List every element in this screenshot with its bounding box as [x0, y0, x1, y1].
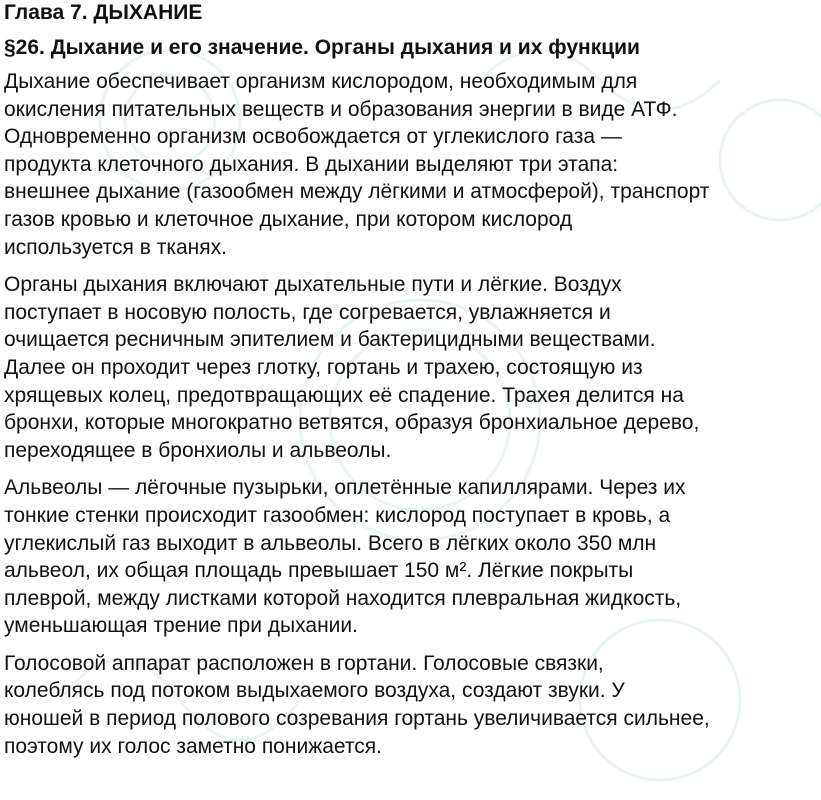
text-line: Альвеолы — лёгочные пузырьки, оплетённые капиллярами. Через их — [4, 476, 686, 500]
text-line: плеврой, между листками которой находится плевральная жидкость, — [4, 586, 682, 610]
text-line: переходящее в бронхиолы и альвеолы. — [4, 438, 392, 462]
text-line: хрящевых колец, предотвращающих её спадение. Трахея делится на — [4, 383, 684, 407]
text-line: Дыхание обеспечивает организм кислородом, необходимым для — [4, 70, 638, 93]
paragraph-respiratory-organs — [4, 271, 818, 464]
text-line: юношей в период полового созревания гортань увеличивается сильнее, — [4, 707, 710, 731]
section-title: §26. Дыхание и его значение. Органы дыхания и их функции — [4, 36, 640, 59]
text-line: колеблясь под потоком выдыхаемого воздуха, создают звуки. У — [4, 679, 625, 703]
chapter-title: Глава 7. ДЫХАНИЕ — [4, 1, 203, 24]
text-line: окисления питательных веществ и образования энергии в виде АТФ. — [4, 97, 678, 121]
text-line: поступает в носовую полость, где согревается, увлажняется и — [4, 300, 611, 324]
text-line: газов кровью и клеточное дыхание, при котором кислород — [4, 207, 573, 231]
paragraph-alveoli — [4, 474, 818, 640]
text-line: уменьшающая трение при дыхании. — [4, 614, 358, 638]
text-line: Одновременно организм освобождается от углекислого газа — — [4, 125, 622, 149]
text-line: бронхи, которые многократно ветвятся, образуя бронхиальное дерево, — [4, 411, 700, 435]
text-line: внешнее дыхание (газообмен между лёгкими и атмосферой), транспорт — [4, 180, 710, 204]
text-line: поэтому их голос заметно понижается. — [4, 734, 382, 758]
text-line: Голосовой аппарат расположен в гортани. Голосовые связки, — [4, 651, 604, 675]
text-line: Далее он проходит через глотку, гортань и трахею, состоящую из — [4, 355, 643, 379]
text-line: очищается ресничным эпителием и бактерицидными веществами. — [4, 328, 656, 352]
paragraph-voice-apparatus — [4, 650, 818, 760]
text-line: используется в тканях. — [4, 235, 227, 259]
text-line: продукта клеточного дыхания. В дыхании выделяют три этапа: — [4, 152, 619, 176]
text-line: Органы дыхания включают дыхательные пути и лёгкие. Воздух — [4, 273, 622, 297]
paragraph-respiration-intro — [4, 68, 818, 261]
text-line: тонкие стенки происходит газообмен: кислород поступает в кровь, а — [4, 503, 671, 527]
document-content — [4, 0, 818, 770]
text-line: углекислый газ выходит в альвеолы. Всего в лёгких около 350 млн — [4, 531, 657, 555]
text-line: альвеол, их общая площадь превышает 150 м². Лёгкие покрыты — [4, 559, 634, 583]
